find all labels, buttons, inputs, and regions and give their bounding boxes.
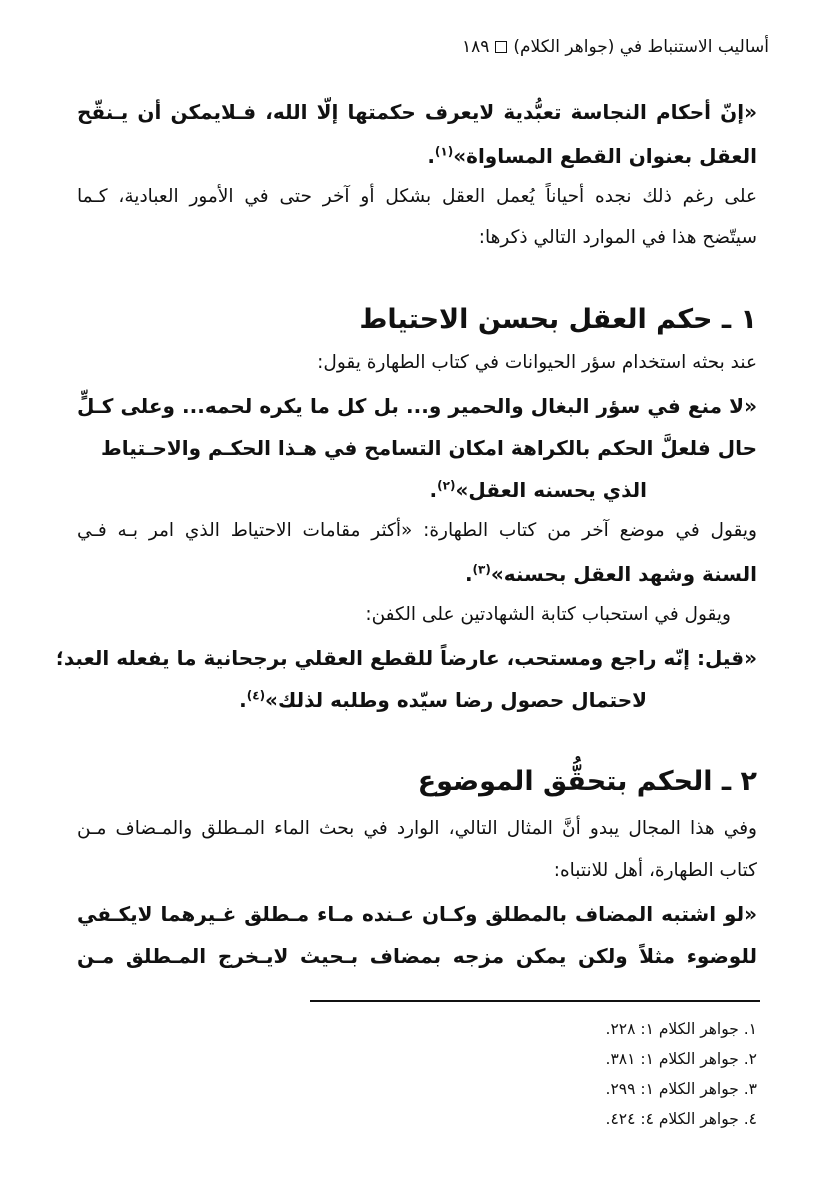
running-header xyxy=(269,34,769,60)
header-title: أساليب الاستنباط في (جواهر الكلام) xyxy=(513,37,769,57)
paragraph-line: السنة وشهد العقل بحسنه»$^{(٣)}$. xyxy=(464,562,757,586)
page-number: ١٨٩ xyxy=(461,37,490,57)
footnote-ref: (٣) xyxy=(472,562,491,577)
paragraph-line: على رغم ذلك نجده أحياناً يُعمل العقل بشكل أو آخر حتى في الأمور العبادية، كـما xyxy=(77,186,757,207)
footnote: ٤. جواهر الكلام ٤: ٤٢٤. xyxy=(605,1110,757,1128)
quote-line: «لا منع في سؤر البغال والحمير و... بل كل ما يكره لحمه... وعلى كـلٍّ xyxy=(77,394,757,418)
footnote-ref: (٤) xyxy=(246,688,266,703)
footnote: ٢. جواهر الكلام ١: ٣٨١. xyxy=(605,1050,757,1068)
footnote: ٣. جواهر الكلام ١: ٢٩٩. xyxy=(605,1080,757,1098)
paragraph-line: وفي هذا المجال يبدو أنَّ المثال التالي، الوارد في بحث الماء المـطلق والمـضاف مـن xyxy=(77,818,757,839)
section-heading: ٢ ـ الحكم بتحقُّق الموضوع xyxy=(417,766,757,797)
footnote-ref: (١) xyxy=(434,144,454,159)
footnote: ١. جواهر الكلام ١: ٢٢٨. xyxy=(605,1020,757,1038)
paragraph-line: ويقول في موضع آخر من كتاب الطهارة: «أكثر مقامات الاحتياط الذي امر بـه فـي xyxy=(77,520,757,541)
quote-line: الذي يحسنه العقل»$^{(٢)}$. xyxy=(429,478,647,502)
quote-line: «إنّ أحكام النجاسة تعبُّدية لايعرف حكمتها إلّا الله، فـلايمكن أن يـنقّح xyxy=(77,100,757,124)
quote-line: حال فلعلَّ الحكم بالكراهة امكان التسامح في هـذا الحكـم والاحـتياط xyxy=(101,436,757,460)
quote-line: «لو اشتبه المضاف بالمطلق وكـان عـنده مـاء مـطلق غـيرهما لايكـفي xyxy=(77,902,757,926)
quote-text: لاحتمال حصول رضا سيّده وطلبه لذلك» xyxy=(265,688,647,712)
paragraph-line: كتاب الطهارة، أهل للانتباه: xyxy=(553,860,757,881)
footnote-divider xyxy=(310,1000,760,1002)
quote-text: السنة وشهد العقل بحسنه» xyxy=(490,562,757,586)
quote-text: الذي يحسنه العقل» xyxy=(455,478,647,502)
quote-line: «قيل: إنّه راجع ومستحب، عارضاً للقطع العقلي برجحانية ما يفعله العبد؛ xyxy=(55,646,757,670)
separator-square-icon xyxy=(495,41,507,53)
quote-line: العقل بعنوان القطع المساواة»$^{(١)}$. xyxy=(427,144,757,168)
quote-line: للوضوء مثلاً ولكن يمكن مزجه بمضاف بـحيث لايـخرج المـطلق مـن xyxy=(77,944,757,968)
footnote-ref: (٢) xyxy=(437,478,456,493)
quote-text: العقل بعنوان القطع المساواة» xyxy=(453,144,757,168)
section-heading: ١ ـ حكم العقل بحسن الاحتياط xyxy=(359,304,757,335)
paragraph-line: سيتّضح هذا في الموارد التالي ذكرها: xyxy=(478,227,757,248)
quote-line: لاحتمال حصول رضا سيّده وطلبه لذلك»$^{(٤)}$. xyxy=(239,688,647,712)
paragraph-line: عند بحثه استخدام سؤر الحيوانات في كتاب الطهارة يقول: xyxy=(317,352,757,373)
paragraph-line: ويقول في استحباب كتابة الشهادتين على الكفن: xyxy=(365,604,731,625)
